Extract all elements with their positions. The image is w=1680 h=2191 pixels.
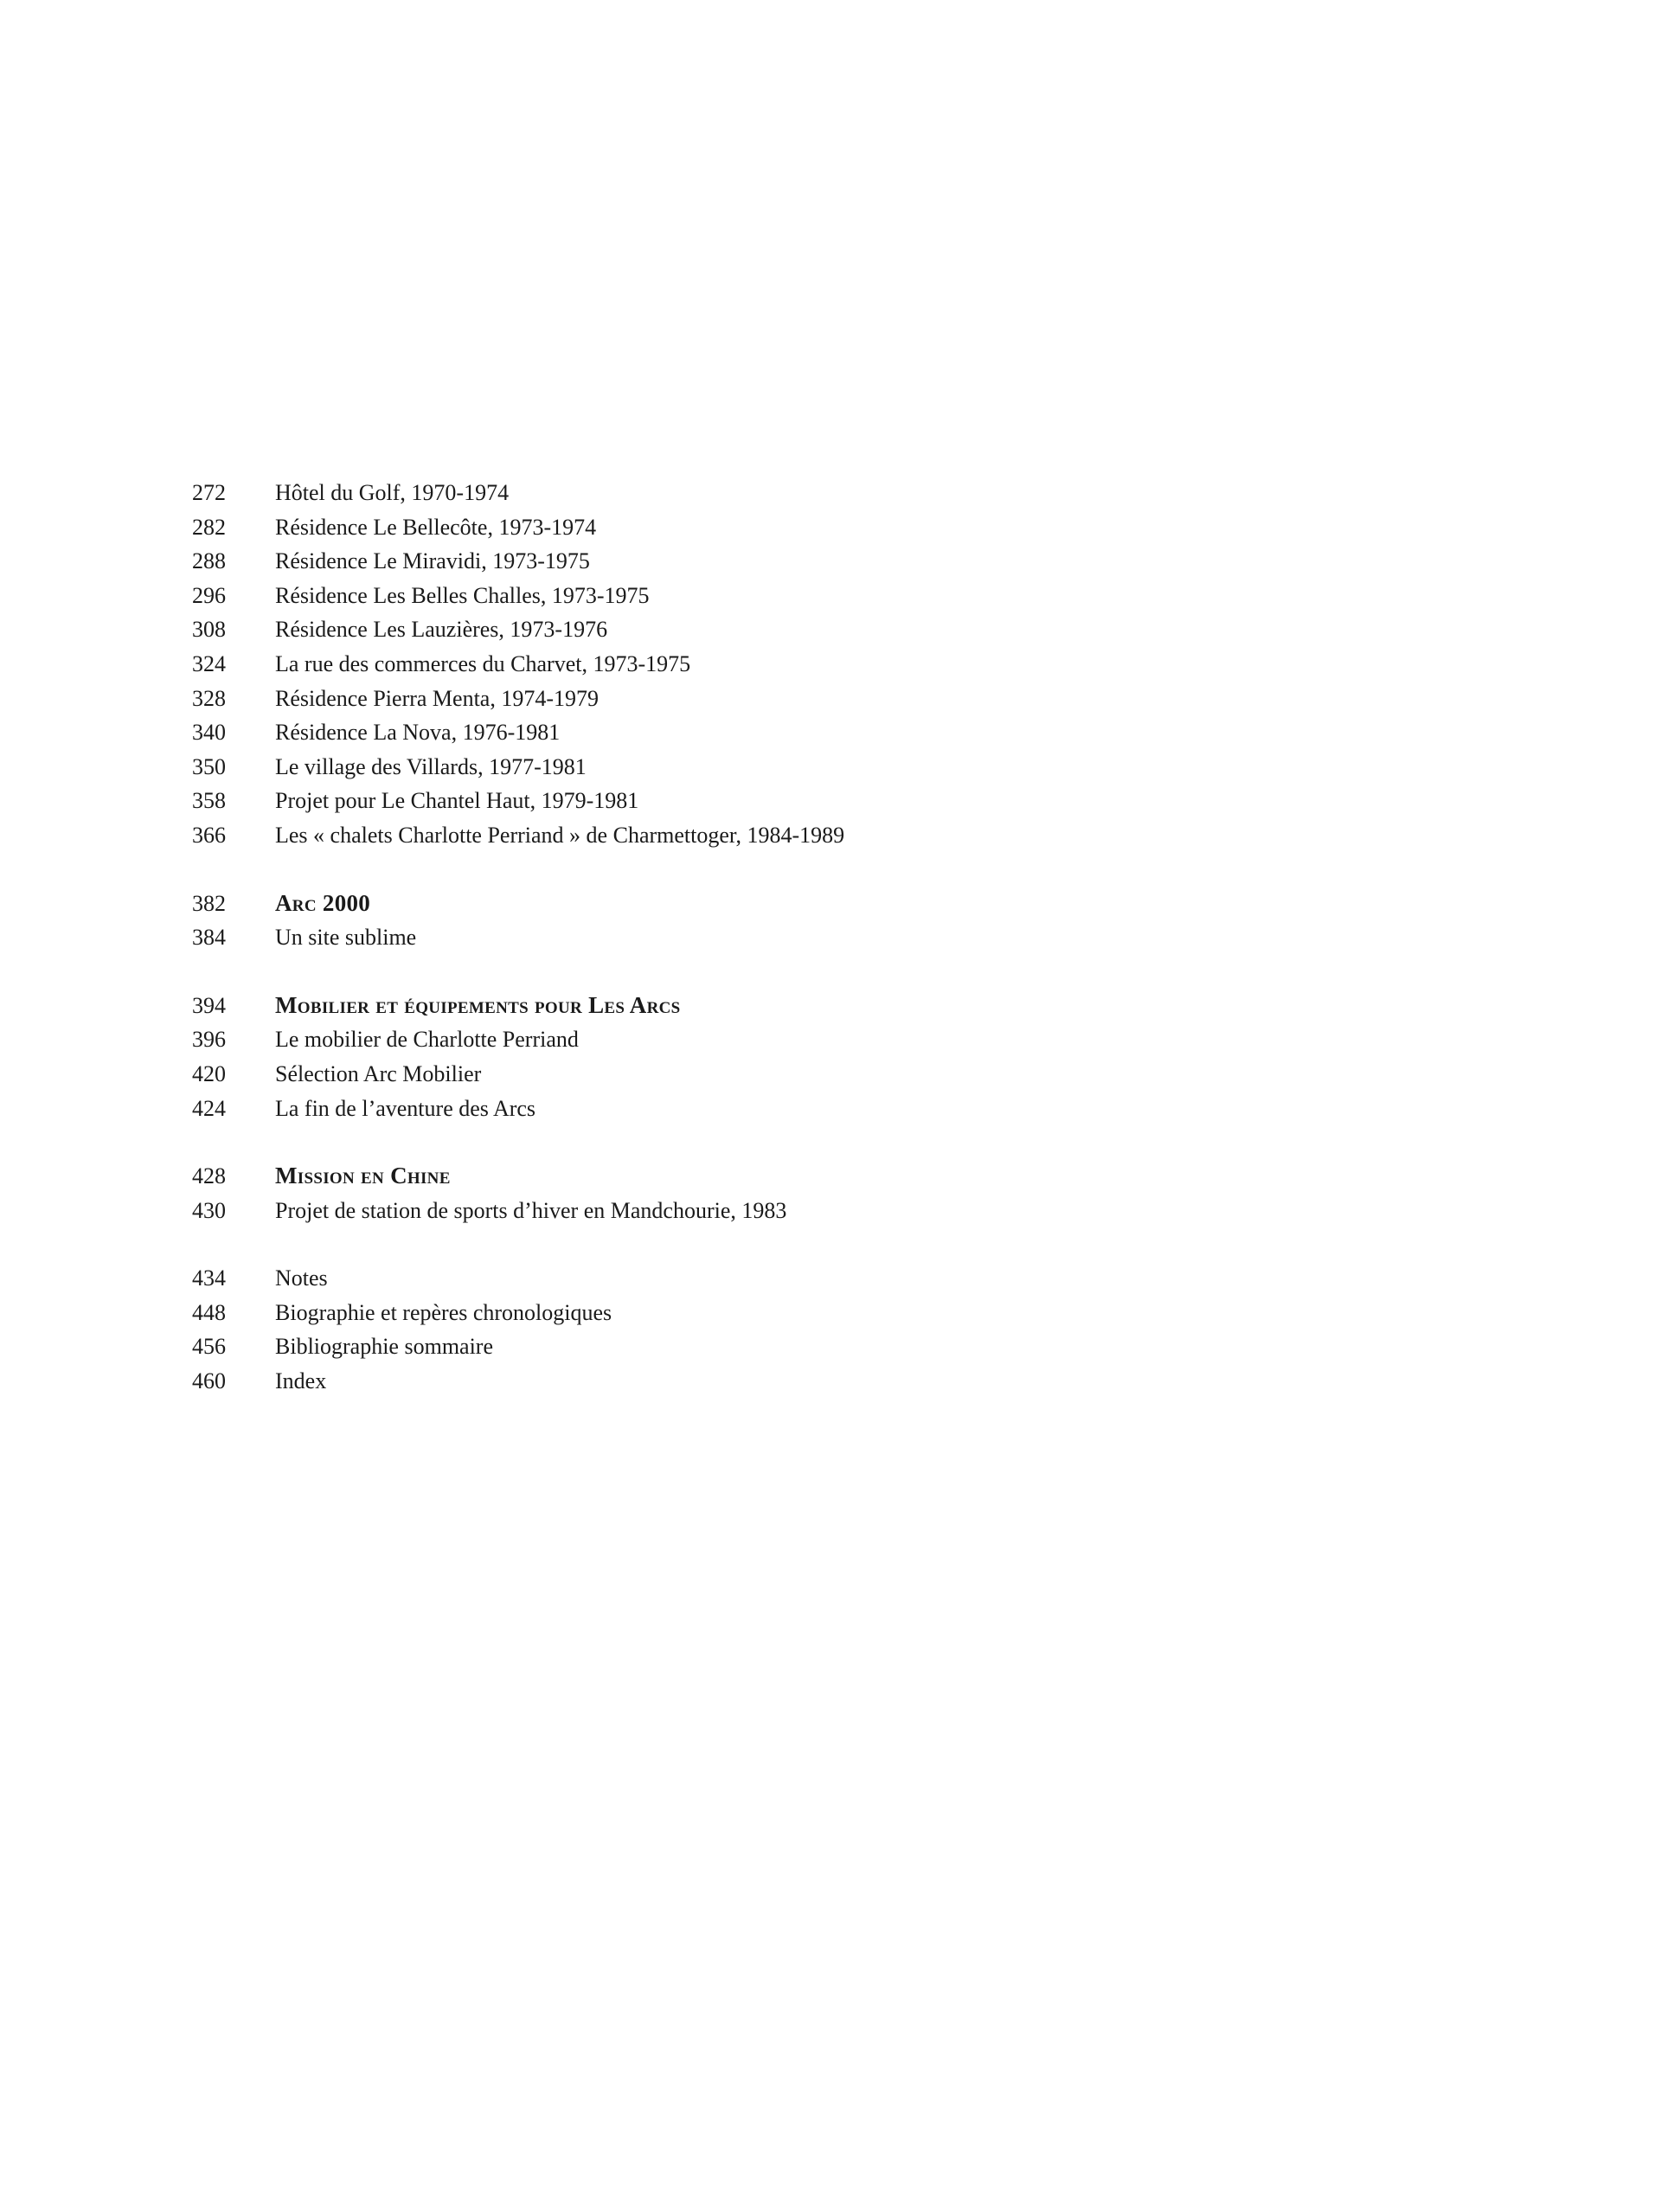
entry-title: Un site sublime (275, 925, 417, 951)
toc-entry[interactable] (192, 647, 1490, 682)
entry-title: La rue des commerces du Charvet, 1973-1975 (275, 650, 691, 676)
entry-title: Biographie et repères chronologiques (275, 1299, 612, 1325)
toc-section-mission-en-chine (192, 1159, 1490, 1227)
entry-title: Index (275, 1368, 327, 1394)
page-number: 366 (192, 822, 226, 848)
toc-entry[interactable] (192, 1057, 1490, 1092)
page-number: 460 (192, 1368, 226, 1394)
page-number: 448 (192, 1299, 226, 1325)
page-number: 434 (192, 1265, 226, 1291)
page-number: 420 (192, 1060, 226, 1086)
toc-group (192, 476, 1490, 853)
toc-section-heading[interactable] (192, 1159, 1490, 1194)
toc-back-matter (192, 1261, 1490, 1398)
section-title: Mobilier et équipements pour Les Arcs (275, 991, 681, 1018)
toc-entry[interactable] (192, 818, 1490, 853)
entry-title: Résidence Pierra Menta, 1974-1979 (275, 685, 600, 711)
toc-entry[interactable] (192, 1092, 1490, 1126)
toc-entry[interactable] (192, 476, 1490, 510)
page-number: 384 (192, 925, 226, 951)
toc-entry[interactable] (192, 682, 1490, 716)
entry-title: Le mobilier de Charlotte Perriand (275, 1027, 579, 1053)
entry-title: Le village des Villards, 1977-1981 (275, 753, 587, 779)
page-number: 456 (192, 1334, 226, 1360)
toc-section-mobilier (192, 989, 1490, 1125)
toc-entry[interactable] (192, 920, 1490, 955)
entry-title: Bibliographie sommaire (275, 1334, 494, 1360)
entry-title: Résidence Le Miravidi, 1973-1975 (275, 548, 590, 574)
page-number: 382 (192, 890, 226, 916)
toc-entry[interactable] (192, 750, 1490, 785)
toc-entry[interactable] (192, 510, 1490, 545)
toc-entry[interactable] (192, 1022, 1490, 1057)
page-number: 424 (192, 1095, 226, 1121)
toc-entry[interactable] (192, 544, 1490, 579)
toc-section-heading[interactable] (192, 887, 1490, 921)
toc-entry[interactable] (192, 1194, 1490, 1228)
page-number: 308 (192, 617, 226, 643)
entry-title: Résidence La Nova, 1976-1981 (275, 720, 561, 746)
section-title: Arc 2000 (275, 889, 371, 916)
toc-entry[interactable] (192, 1296, 1490, 1330)
page-number: 396 (192, 1027, 226, 1053)
entry-title: Résidence Les Belles Challes, 1973-1975 (275, 582, 650, 608)
page-number: 350 (192, 753, 226, 779)
entry-title: Projet pour Le Chantel Haut, 1979-1981 (275, 788, 639, 814)
toc-entry[interactable] (192, 1329, 1490, 1364)
page-number: 328 (192, 685, 226, 711)
toc-section-arc-2000 (192, 887, 1490, 955)
page-number: 358 (192, 788, 226, 814)
table-of-contents (192, 476, 1490, 1399)
toc-entry[interactable] (192, 1261, 1490, 1296)
entry-title: Hôtel du Golf, 1970-1974 (275, 480, 510, 505)
page-number: 288 (192, 548, 226, 574)
toc-entry[interactable] (192, 1364, 1490, 1399)
page-number: 296 (192, 582, 226, 608)
entry-title: Les « chalets Charlotte Perriand » de Charmettoger, 1984-1989 (275, 822, 845, 848)
page-number: 394 (192, 992, 226, 1018)
entry-title: Projet de station de sports d’hiver en Mandchourie, 1983 (275, 1197, 787, 1223)
entry-title: Résidence Le Bellecôte, 1973-1974 (275, 514, 597, 540)
page-number: 428 (192, 1163, 226, 1189)
page-number: 272 (192, 480, 226, 505)
toc-entry[interactable] (192, 612, 1490, 647)
entry-title: Notes (275, 1265, 328, 1291)
entry-title: Sélection Arc Mobilier (275, 1060, 482, 1086)
page-number: 430 (192, 1197, 226, 1223)
toc-entry[interactable] (192, 579, 1490, 613)
toc-entry[interactable] (192, 715, 1490, 750)
page-number: 282 (192, 514, 226, 540)
toc-section-heading[interactable] (192, 989, 1490, 1023)
entry-title: La fin de l’aventure des Arcs (275, 1095, 536, 1121)
toc-entry[interactable] (192, 784, 1490, 818)
entry-title: Résidence Les Lauzières, 1973-1976 (275, 617, 608, 643)
page-number: 324 (192, 650, 226, 676)
page-number: 340 (192, 720, 226, 746)
section-title: Mission en Chine (275, 1163, 451, 1189)
